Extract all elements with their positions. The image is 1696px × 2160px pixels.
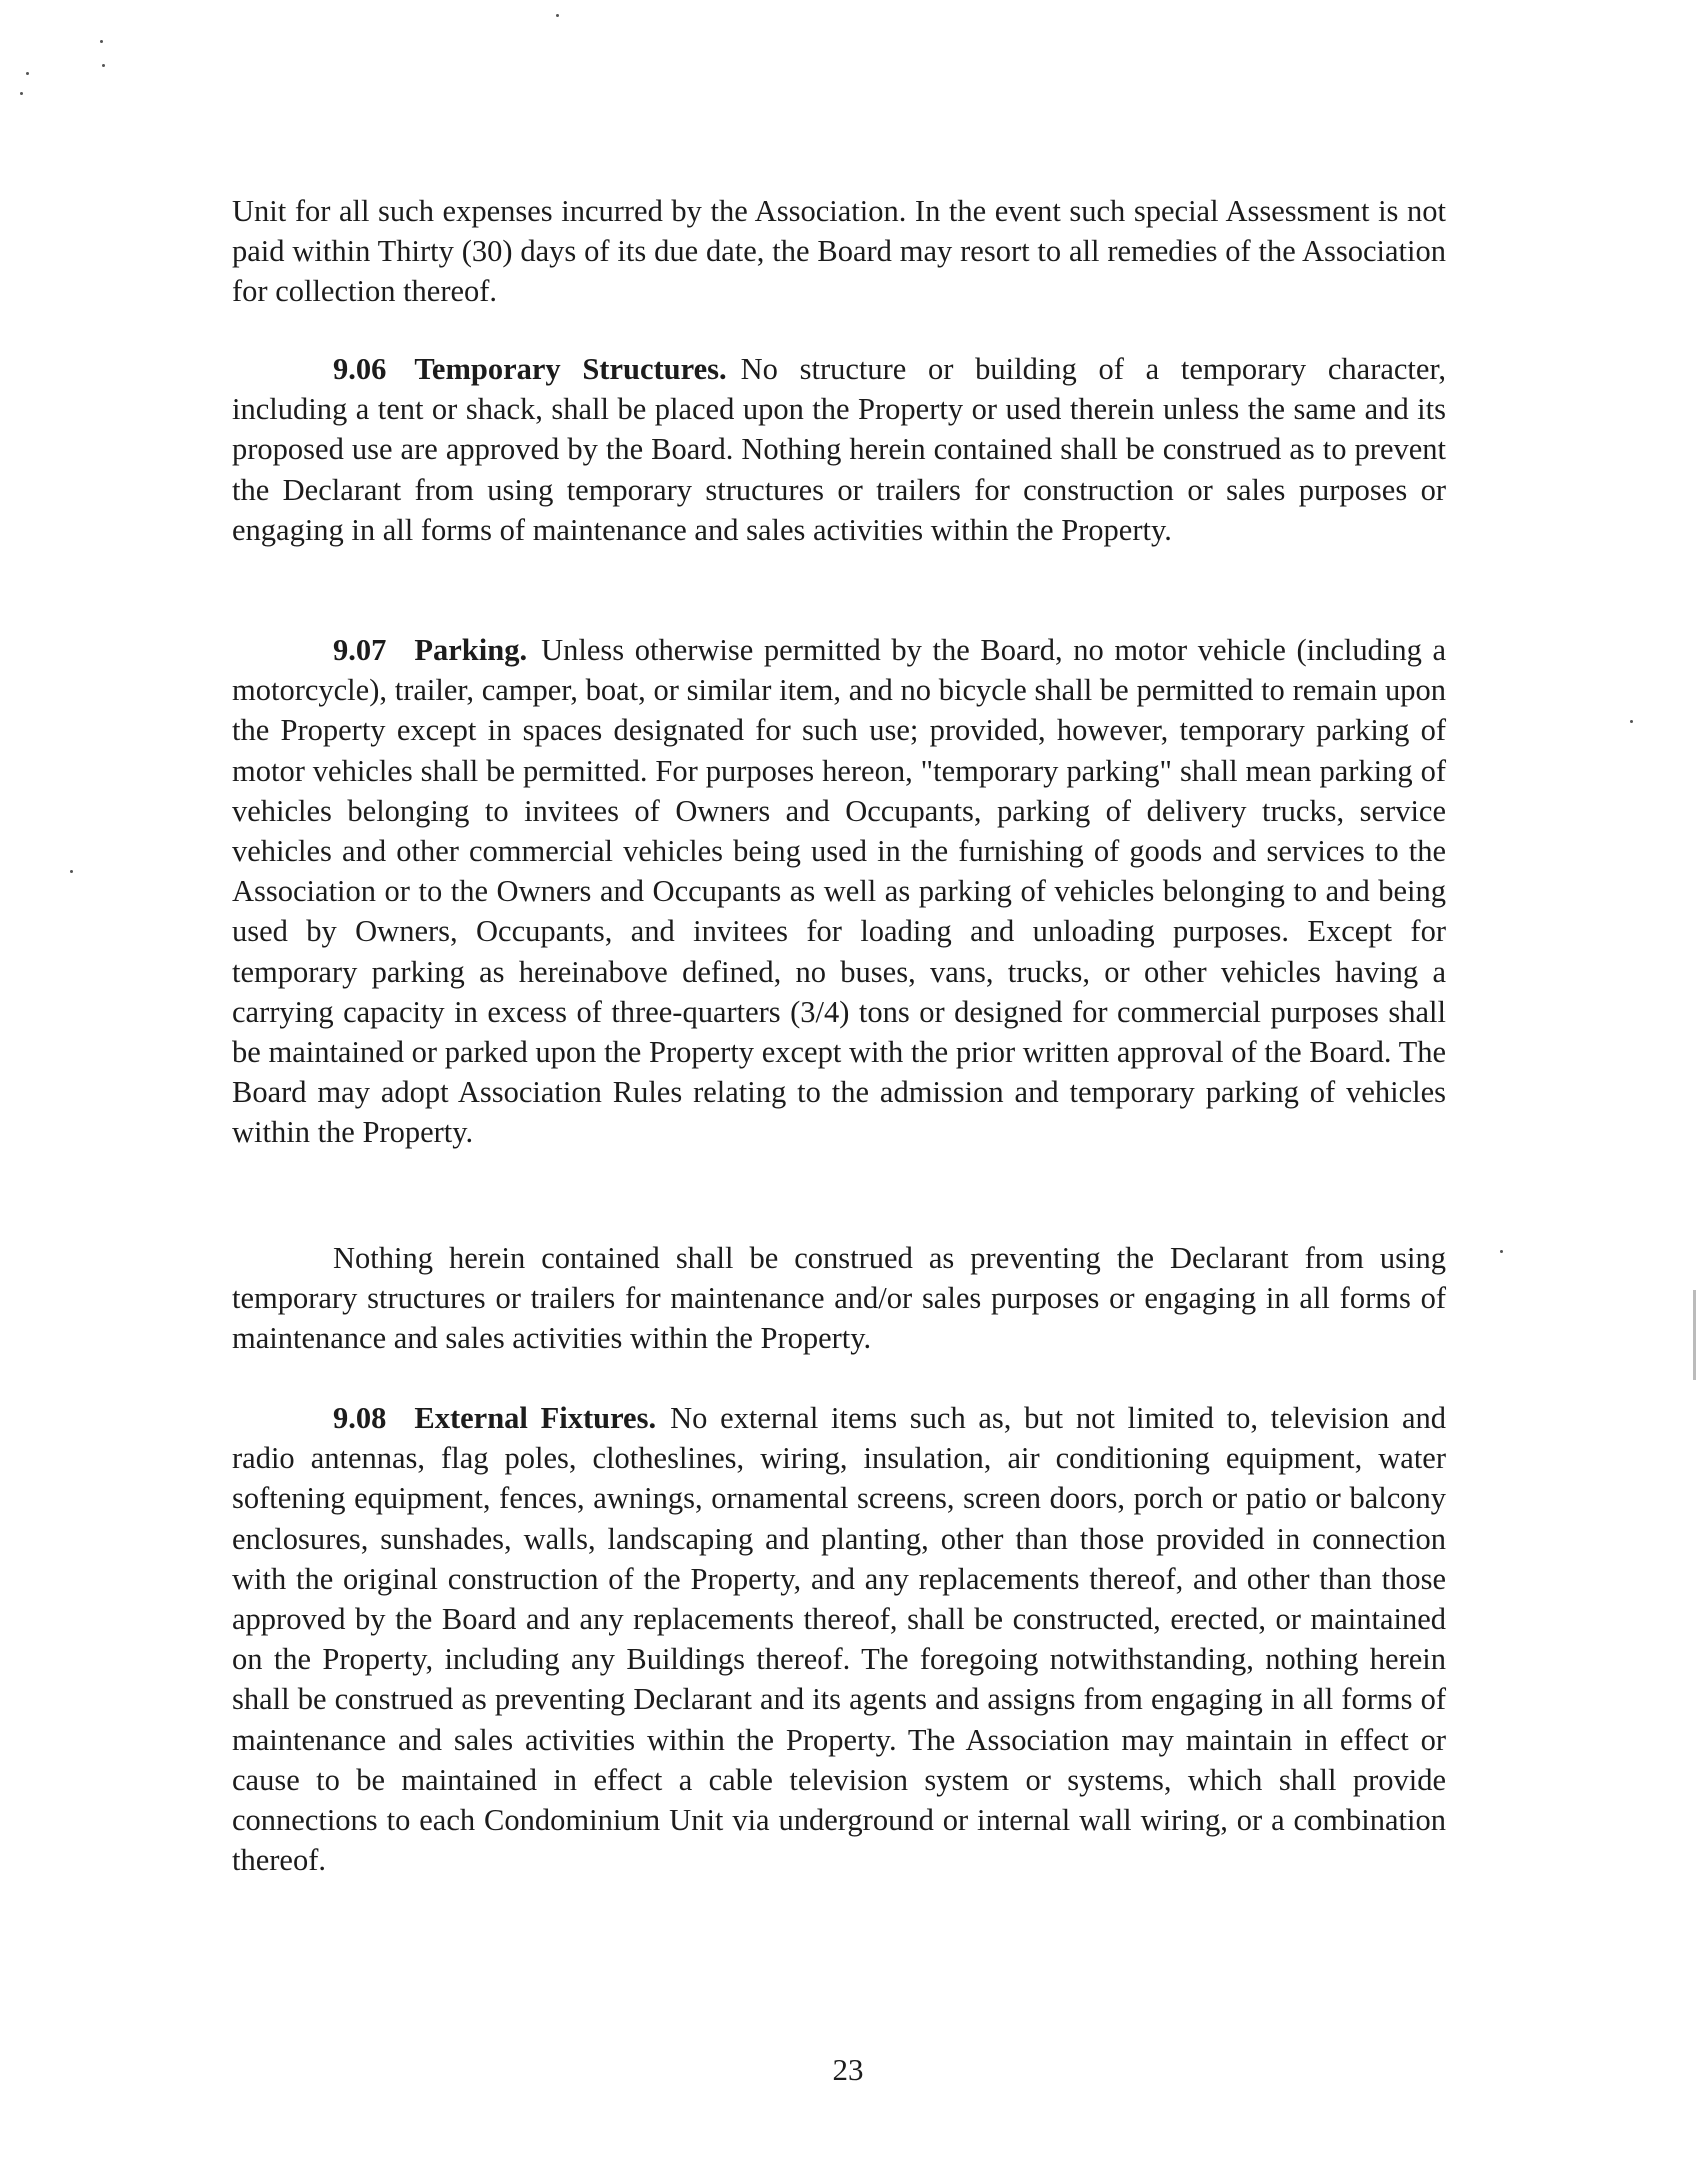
section-title: Parking. — [414, 633, 528, 667]
section-text: No external items such as, but not limited to, television and radio antennas, flag poles, clotheslines, wiring, insulation, air conditioning equipment, water softening equipment, fences, awnings, ornamental screens, screen doors, porch or patio or balcony enclosures, sunshades, walls, landscaping and planting, other than those provided in connection with the original construction of the Property, and any replacements thereof, and other than those approved by the Board and any replacements thereof, shall be constructed, erected, or maintained on the Property, including any Buildings thereof. The foregoing notwithstanding, nothing herein shall be construed as preventing Declarant and its agents and assigns from engaging in all forms of maintenance and sales activities within the Property. The Association may maintain in effect or cause to be maintained in effect a cable television system or systems, which shall provide connections to each Condominium Unit via underground or internal wall wiring, or a combination thereof. — [232, 1401, 1446, 1878]
section-9-07-continuation — [232, 1238, 1446, 1359]
section-text: Unless otherwise permitted by the Board, no motor vehicle (including a motorcycle), trailer, camper, boat, or similar item, and no bicycle shall be permitted to remain upon the Property except in spaces designated for such use; provided, however, temporary parking of motor vehicles shall be permitted. For purposes hereon, "temporary parking" shall mean parking of vehicles belonging to invitees of Owners and Occupants, parking of delivery trucks, service vehicles and other commercial vehicles being used in the furnishing of goods and services to the Association or to the Owners and Occupants as well as parking of vehicles belonging to and being used by Owners, Occupants, and invitees for loading and unloading purposes. Except for temporary parking as hereinabove defined, no buses, vans, trucks, or other vehicles having a carrying capacity in excess of three-quarters (3/4) tons or designed for commercial purposes shall be maintained or parked upon the Property except with the prior written approval of the Board. The Board may adopt Association Rules relating to the admission and temporary parking of vehicles within the Property. — [232, 633, 1446, 1150]
section-title: External Fixtures. — [414, 1401, 657, 1435]
section-9-07 — [232, 630, 1446, 1153]
scan-speck — [1630, 720, 1633, 723]
section-text: No structure or building of a temporary character, including a tent or shack, shall be placed upon the Property or used therein unless the same and its proposed use are approved by the Board. Nothing herein contained shall be construed as to prevent the Declarant from using temporary structures or trailers for construction or sales purposes or engaging in all forms of maintenance and sales activities within the Property. — [232, 352, 1447, 547]
section-number: 9.08 — [333, 1401, 387, 1435]
scan-speck — [26, 72, 29, 75]
scan-speck — [20, 92, 23, 95]
scan-speck — [556, 14, 559, 17]
section-9-08 — [232, 1398, 1446, 1880]
scan-speck — [70, 870, 73, 873]
section-number: 9.06 — [333, 352, 387, 386]
section-9-06 — [232, 349, 1446, 550]
section-number: 9.07 — [333, 633, 387, 667]
scan-speck — [100, 40, 103, 43]
scan-speck — [102, 64, 105, 67]
section-title: Temporary Structures. — [414, 352, 727, 386]
scan-speck — [1500, 1250, 1503, 1253]
continuation-paragraph: Unit for all such expenses incurred by the Association. In the event such special Assessment is not paid within Thirty (30) days of its due date, the Board may resort to all remedies of the Association for collection thereof. — [232, 194, 1446, 309]
page-number: 23 — [832, 2052, 864, 2087]
section-text: Nothing herein contained shall be construed as preventing the Declarant from using temporary structures or trailers for maintenance and/or sales purposes or engaging in all forms of maintenance and sales activities within the Property. — [232, 1241, 1446, 1356]
